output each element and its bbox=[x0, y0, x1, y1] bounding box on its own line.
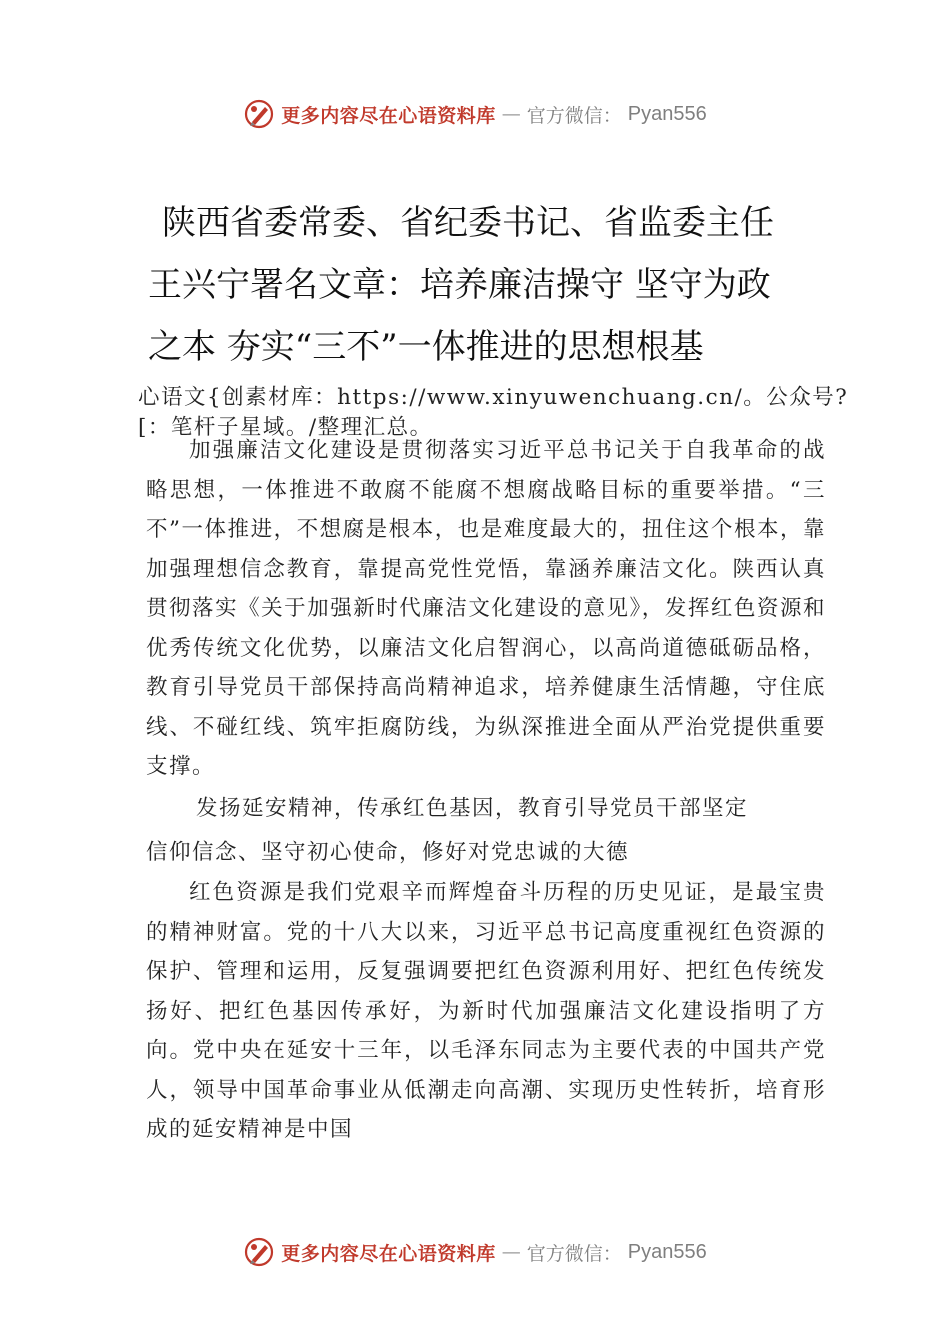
paragraph-2: 红色资源是我们党艰辛而辉煌奋斗历程的历史见证，是最宝贵的精神财富。党的十八大以来，习近平总书记高度重视红色资源的保护、管理和运用，反复强调要把红色资源利用好、把红色传统发扬好、把红色基因传承好，为新时代加强廉洁文化建设指明了方向。党中央在延安十三年，以毛泽东同志为主要代表的中国共产党人，领导中国革命事业从低潮走向高潮、实现历史性转折，培育形成的延安精神是中国 bbox=[146, 880, 826, 1142]
title-line-1: 陕西省委常委、省纪委书记、省监委主任 bbox=[162, 203, 774, 243]
pen-logo-icon bbox=[243, 98, 275, 130]
source-line-1: 心语文{创素材库：https://www.xinyuwenchuang.cn/。公众号? bbox=[138, 385, 849, 410]
footer-banner bbox=[0, 1232, 950, 1272]
banner-wechat-label: 官方微信： bbox=[526, 1242, 622, 1265]
title-line-3: 之本 夯实“三不”一体推进的思想根基 bbox=[148, 327, 704, 367]
banner-wechat-id: Pyan556 bbox=[627, 102, 707, 125]
title-line-2: 王兴宁署名文章：培养廉洁操守 坚守为政 bbox=[148, 265, 771, 305]
banner-main-text: 更多内容尽在心语资料库 bbox=[281, 104, 496, 127]
banner-main-text: 更多内容尽在心语资料库 bbox=[281, 1242, 496, 1265]
article-title bbox=[148, 192, 828, 378]
section-heading-line-1: 发扬延安精神，传承红色基因，教育引导党员干部坚定 bbox=[196, 796, 749, 821]
section-heading bbox=[146, 787, 826, 875]
banner-wechat-label: 官方微信： bbox=[526, 104, 622, 127]
header-banner bbox=[0, 94, 950, 134]
paragraph-1: 加强廉洁文化建设是贯彻落实习近平总书记关于自我革命的战略思想，一体推进不敢腐不能腐不想腐战略目标的重要举措。“三不”一体推进，不想腐是根本，也是难度最大的，扭住这个根本，靠加强理想信念教育，靠提高党性党悟，靠涵养廉洁文化。陕西认真贯彻落实《关于加强新时代廉洁文化建设的意见》，发挥红色资源和优秀传统文化优势，以廉洁文化启智润心，以高尚道德砥砺品格，教育引导党员干部保持高尚精神追求，培养健康生活情趣，守住底线、不碰红线、筑牢拒腐防线，为纵深推进全面从严治党提供重要支撑。 bbox=[146, 438, 826, 779]
banner-wechat-id: Pyan556 bbox=[627, 1240, 707, 1263]
banner-dash: — bbox=[501, 1241, 521, 1263]
source-line-2: [：笔杆子星域。/整理汇总。 bbox=[138, 415, 433, 440]
pen-logo-icon bbox=[243, 1236, 275, 1268]
banner-dash: — bbox=[501, 103, 521, 125]
section-heading-line-2: 信仰信念、坚守初心使命，修好对党忠诚的大德 bbox=[146, 840, 630, 865]
